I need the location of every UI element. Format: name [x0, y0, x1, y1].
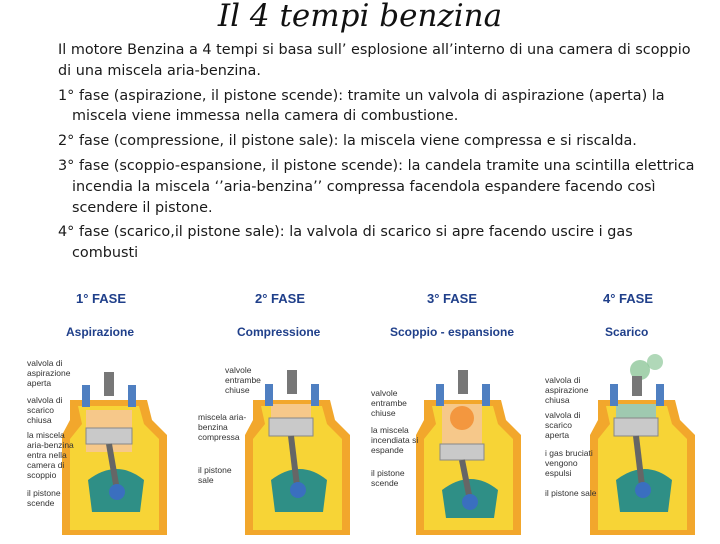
fase-4-note-3: i gas bruciati vengono espulsi: [545, 448, 593, 478]
body-text: [58, 40, 698, 268]
phase-1-num: 1°: [58, 87, 75, 104]
engine-diagram-aspirazione: [22, 340, 192, 540]
fase-2-note-3: il pistone sale: [198, 465, 232, 485]
intro-paragraph: [58, 40, 698, 82]
fase-4-name: Scarico: [605, 325, 649, 339]
phase-3-text: (scoppio-espansione, il pistone scende): la candela tramite una scintilla elettrica incendia la miscela ‘’aria-benzina’’ compressa facendola espandere facendo così scendere il pistone.: [72, 157, 695, 216]
engine-diagram-scarico: [540, 340, 710, 540]
fase-2-label: 2° FASE: [255, 291, 305, 306]
phase-paragraph-2: [58, 131, 698, 152]
fase-1-note-4: il pistone scende: [27, 488, 61, 508]
fase-1-note-1: valvola di aspirazione aperta: [27, 358, 71, 388]
intro-text: Il motore Benzina a 4 tempi si basa sull’ esplosione all’interno di una camera di scoppio di una miscela aria-benzina.: [58, 42, 691, 79]
fase-2-note-1: valvole entrambe chiuse: [225, 365, 261, 395]
phase-4-text: (scarico,il pistone sale): la valvola di scarico si apre facendo uscire i gas combusti: [72, 224, 633, 262]
phase-paragraph-1: [58, 86, 698, 128]
fase-4-label: 4° FASE: [603, 291, 653, 306]
phase-paragraph-4: [58, 222, 698, 264]
page-title: Il 4 tempi benzina: [217, 0, 503, 34]
fase-3-label: 3° FASE: [427, 291, 477, 306]
phase-2-num: 2°: [58, 133, 75, 150]
engine-diagram-compressione: [195, 340, 365, 540]
fase-1-note-3: la miscela aria-benzina entra nella camera di scoppio: [27, 430, 74, 480]
phase-3-kw: fase: [78, 157, 110, 174]
fase-4-note-4: il pistone sale: [545, 488, 597, 498]
phase-1-text: (aspirazione, il pistone scende): tramite un valvola di aspirazione (aperta) la miscela viene immessa nella camera di combustione.: [72, 87, 665, 125]
fase-1-label: 1° FASE: [76, 291, 126, 306]
fase-3-note-2: la miscela incendiata si espande: [371, 425, 419, 455]
phase-4-kw: fase: [78, 224, 110, 241]
fase-3-name: Scoppio - espansione: [390, 325, 515, 339]
fase-4-note-2: valvola di scarico aperta: [545, 410, 581, 440]
phase-3-num: 3°: [58, 157, 75, 174]
fase-3-note-3: il pistone scende: [371, 468, 405, 488]
fase-3-note-1: valvole entrambe chiuse: [371, 388, 407, 418]
fase-1-name: Aspirazione: [66, 325, 135, 339]
fase-1-note-2: valvola di scarico chiusa: [27, 395, 63, 425]
phase-paragraph-3: [58, 156, 698, 218]
engine-diagram-scoppio: [366, 340, 536, 540]
fase-2-note-2: miscela aria-benzina compressa: [198, 412, 247, 442]
phase-2-kw: fase: [78, 133, 110, 150]
fase-2-name: Compressione: [237, 325, 321, 339]
engine-scarico-illustration: [540, 340, 710, 540]
fase-4-note-1: valvola di aspirazione chiusa: [545, 375, 589, 405]
phase-2-text: (compressione, il pistone sale): la miscela viene compressa e si riscalda.: [113, 133, 637, 150]
phase-1-kw: fase: [78, 87, 110, 104]
phase-4-num: 4°: [58, 224, 75, 241]
